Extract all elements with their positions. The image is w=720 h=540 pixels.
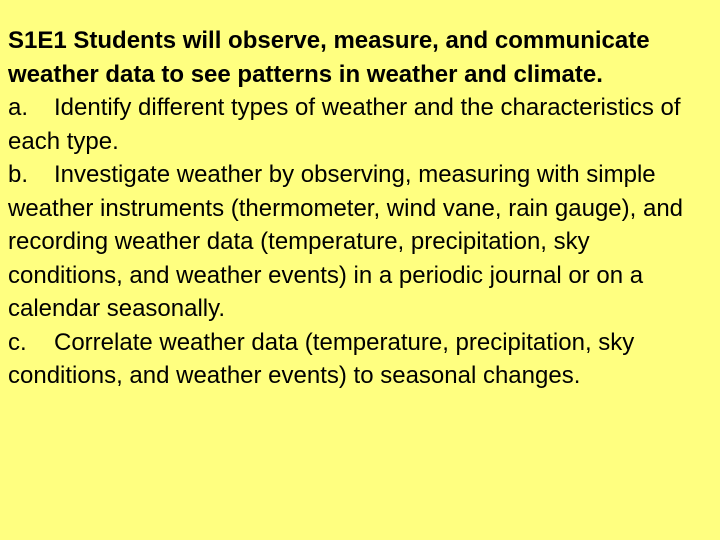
item-marker: c. bbox=[8, 328, 27, 356]
standard-item-a bbox=[8, 91, 708, 158]
item-marker: a. bbox=[8, 94, 29, 121]
item-text: Correlate weather data (temperature, precipitation, sky conditions, and weather events) to seasonal changes. bbox=[8, 328, 635, 389]
standard-text-block bbox=[8, 24, 708, 393]
standard-item-b bbox=[8, 158, 708, 326]
item-text: Investigate weather by observing, measuring with simple weather instruments (thermometer, wind vane, rain gauge), and recording weather data (temperature, precipitation, sky conditions, and weather events) in a periodic journal or on a calendar seasonally. bbox=[8, 161, 684, 322]
item-marker: b. bbox=[8, 161, 29, 188]
standard-item-c bbox=[8, 326, 708, 393]
standard-heading: S1E1 Students will observe, measure, and communicate weather data to see patterns in weather and climate. bbox=[8, 27, 650, 88]
item-text: Identify different types of weather and the characteristics of each type. bbox=[8, 94, 681, 155]
